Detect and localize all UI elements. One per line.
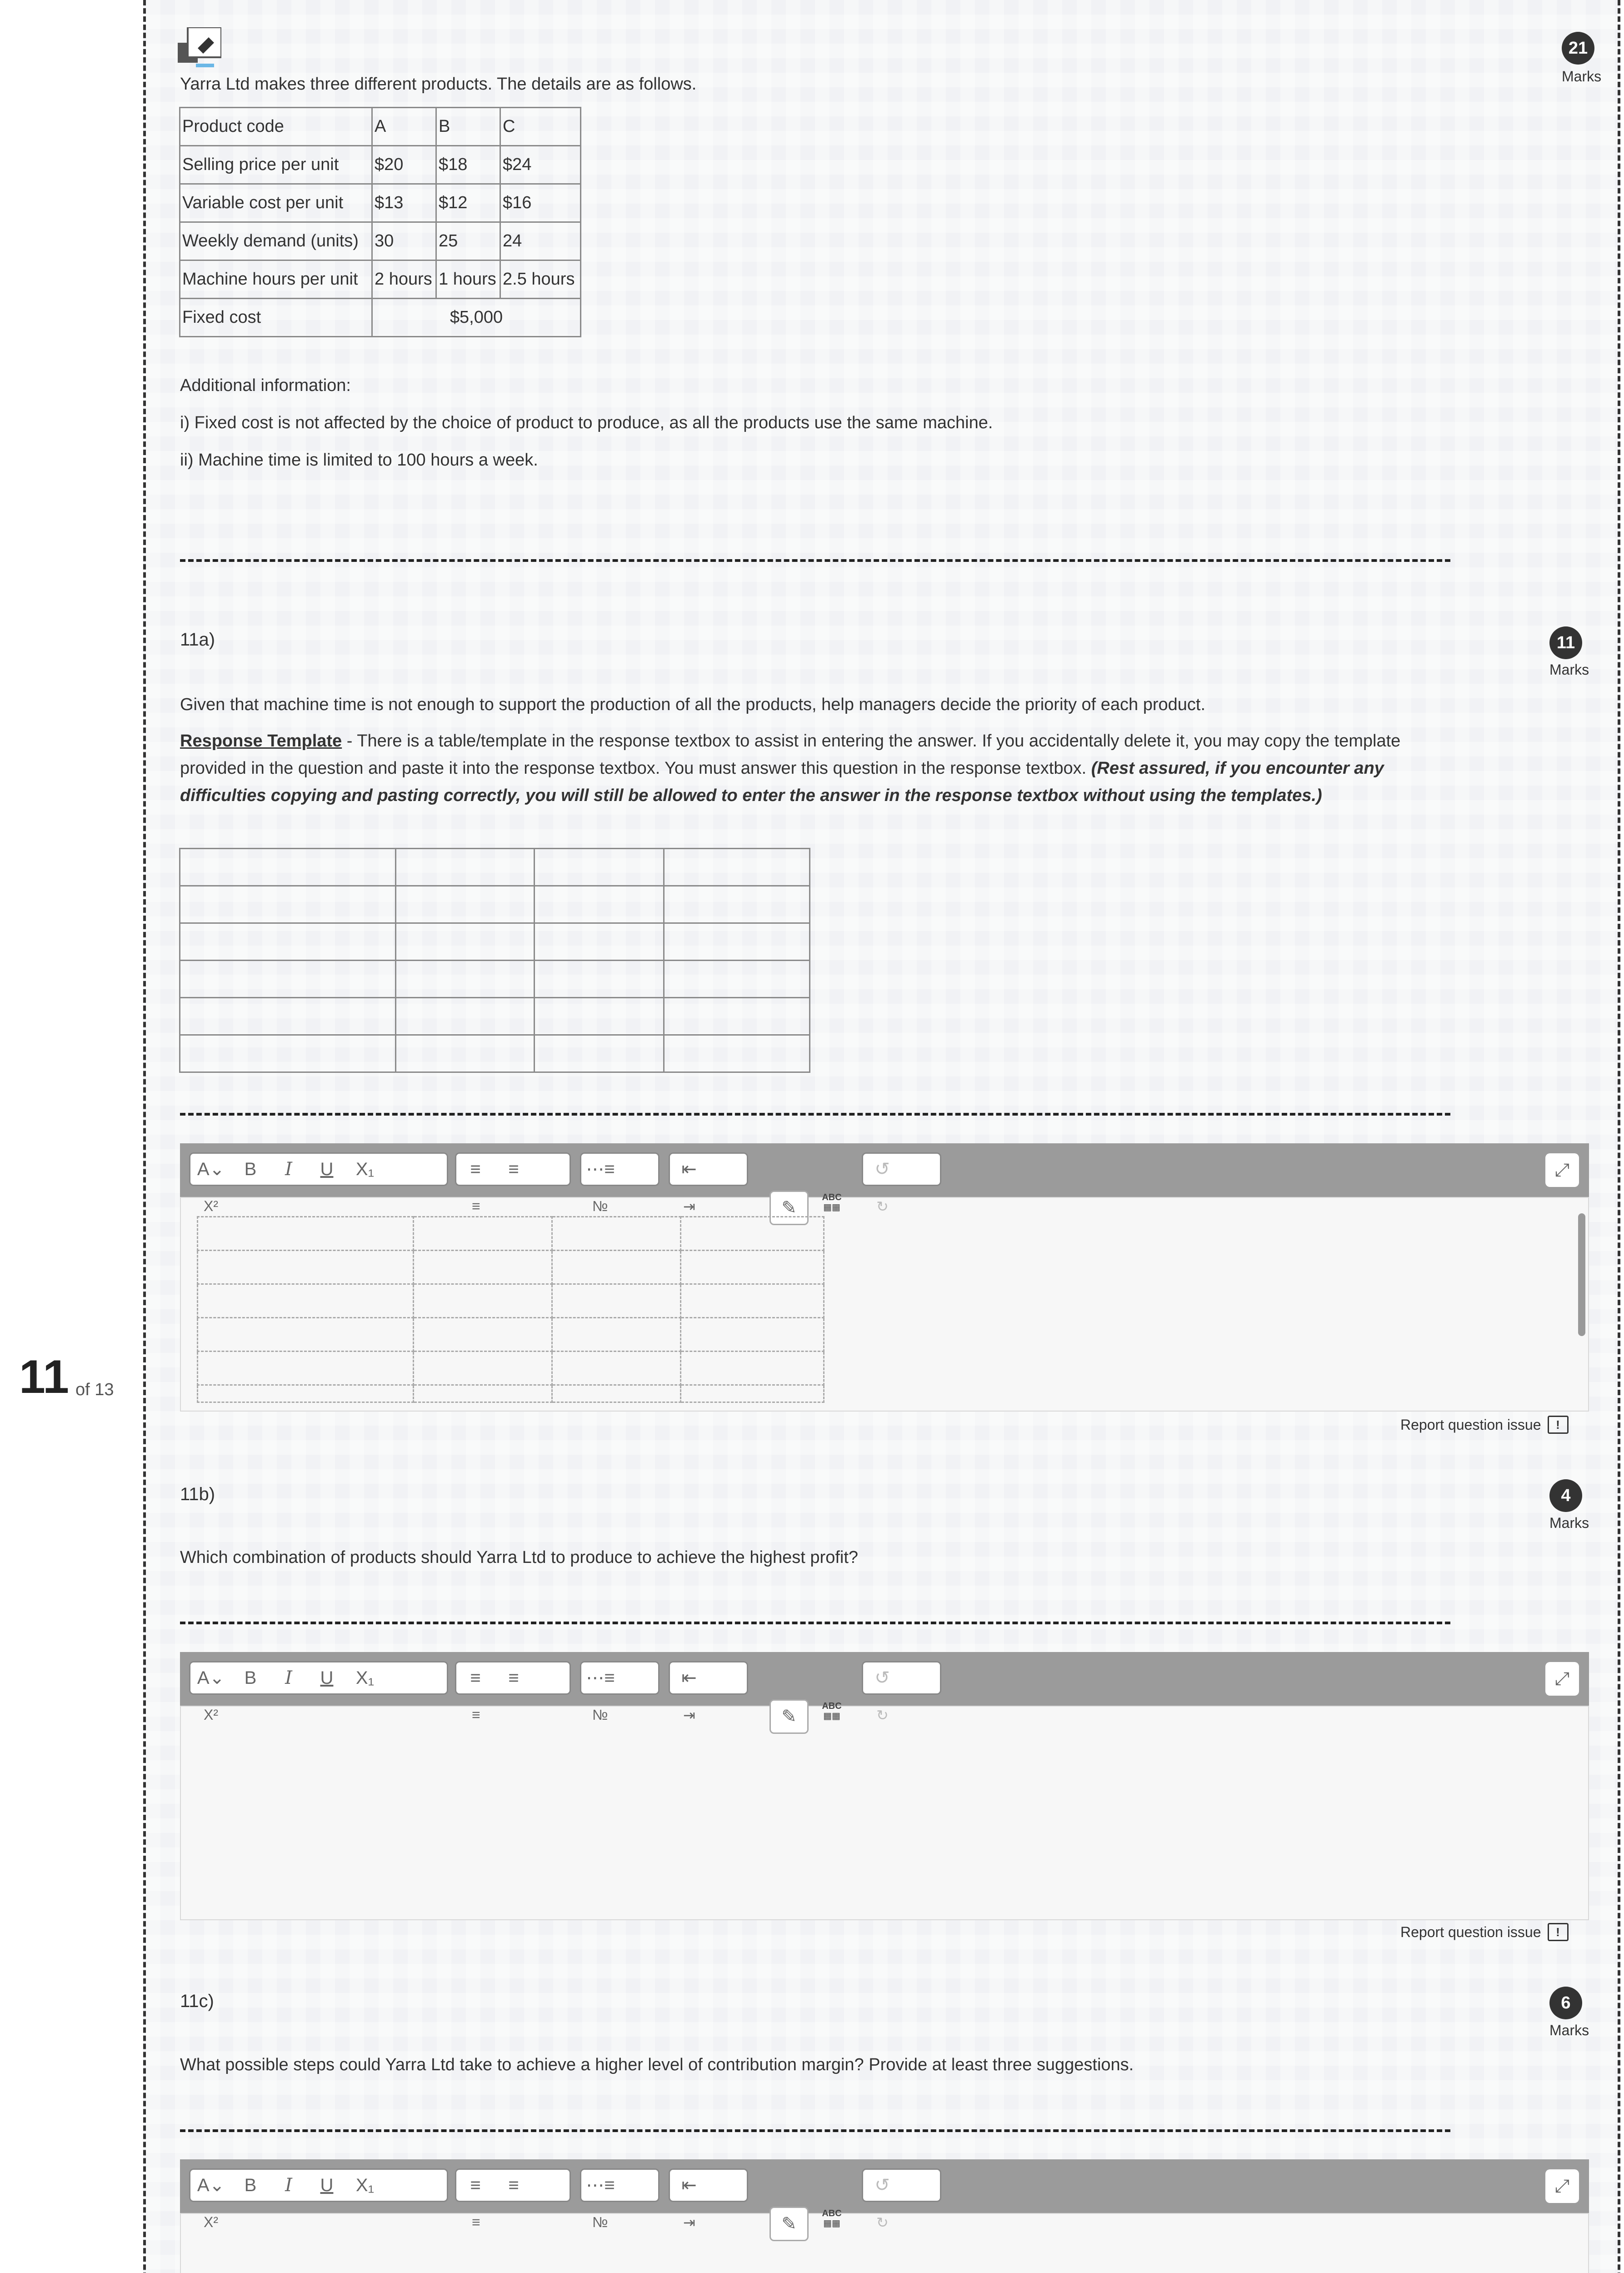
table-row[interactable] (198, 1318, 824, 1352)
superscript-button[interactable]: X² (204, 1198, 218, 1214)
justify-icon[interactable]: ≡ (472, 1198, 480, 1214)
section-divider (180, 2129, 1450, 2132)
table-cell: $20 (372, 146, 436, 184)
bold-button[interactable]: B (244, 1667, 257, 1688)
align-group (455, 1152, 571, 1186)
expand-icon[interactable]: ⤢ (1545, 1153, 1579, 1187)
align-center-icon[interactable]: ≡ (508, 1667, 519, 1688)
indent-icon[interactable]: ⇥ (683, 1707, 695, 1723)
history-group (862, 2168, 941, 2202)
part-marks-badge: 11 (1549, 626, 1582, 659)
response-editor-11a[interactable] (180, 1143, 1589, 1412)
part-label: 11c) (180, 1991, 214, 2011)
undo-icon[interactable]: ↺ (874, 1668, 890, 1688)
part-text: What possible steps could Yarra Ltd take to achieve a higher level of contribution margin? Provide at least three suggestions. (180, 2055, 1134, 2074)
numbered-list-icon[interactable]: № (592, 1707, 608, 1723)
response-template-table (179, 848, 810, 1073)
edit-pencil-icon[interactable]: ✎ (770, 1699, 809, 1734)
table-row (180, 961, 810, 998)
editor-body[interactable] (180, 2208, 1589, 2273)
bullet-list-icon[interactable]: ⋯≡ (586, 1668, 615, 1688)
superscript-button[interactable]: X² (204, 1707, 218, 1723)
numbered-list-icon[interactable]: № (592, 1198, 608, 1214)
table-row (180, 299, 581, 337)
table-row[interactable] (198, 1217, 824, 1251)
marks-label: Marks (1549, 661, 1589, 678)
response-template-note (180, 727, 1462, 809)
additional-heading: Additional information: (180, 376, 351, 395)
align-group (455, 1661, 571, 1695)
history-group (862, 1661, 941, 1695)
bold-button[interactable]: B (244, 1159, 257, 1179)
format-group (189, 1661, 448, 1695)
part-label: 11a) (180, 630, 215, 650)
underline-button[interactable]: U (320, 1159, 334, 1179)
superscript-button[interactable]: X² (204, 2214, 218, 2230)
outdent-icon[interactable]: ⇤ (681, 2175, 697, 2195)
editor-toolbar (180, 1652, 1589, 1706)
section-divider (180, 1113, 1450, 1116)
table-row (180, 923, 810, 961)
subscript-button[interactable]: X₁ (355, 1159, 375, 1179)
outdent-icon[interactable]: ⇤ (681, 1159, 697, 1179)
indent-icon[interactable]: ⇥ (683, 2214, 695, 2231)
question-navigator (0, 0, 143, 2273)
list-group (580, 2168, 660, 2202)
additional-item: i) Fixed cost is not affected by the choice of product to produce, as all the products use the same machine. (180, 413, 993, 432)
font-dropdown[interactable]: A ⌄ (197, 1667, 225, 1688)
question-intro: Yarra Ltd makes three different products. The details are as follows. (180, 75, 697, 94)
align-left-icon[interactable]: ≡ (470, 2175, 481, 2195)
part-text: Given that machine time is not enough to support the production of all the products, help managers decide the priority of each product. (180, 695, 1206, 714)
table-row (180, 260, 581, 299)
expand-icon[interactable]: ⤢ (1545, 2169, 1579, 2203)
table-row (180, 108, 581, 146)
spellcheck-icon[interactable]: ABC ▦▦ (822, 1701, 842, 1721)
table-row (180, 146, 581, 184)
editor-toolbar (180, 2159, 1589, 2213)
table-cell: 30 (372, 222, 436, 260)
table-cell: 25 (436, 222, 500, 260)
table-cell: Variable cost per unit (180, 184, 372, 222)
eraser-icon[interactable] (178, 27, 221, 68)
redo-icon[interactable]: ↻ (876, 1707, 889, 1723)
table-cell: Selling price per unit (180, 146, 372, 184)
report-issue-link[interactable]: Report question issue ! (1400, 1923, 1569, 1941)
format-group (189, 1152, 448, 1186)
subscript-button[interactable]: X₁ (355, 2175, 375, 2195)
table-cell: Machine hours per unit (180, 260, 372, 299)
expand-icon[interactable]: ⤢ (1545, 1662, 1579, 1696)
list-group (580, 1661, 660, 1695)
section-divider (180, 1622, 1450, 1624)
table-cell: 1 hours (436, 260, 500, 299)
subscript-button[interactable]: X₁ (355, 1667, 375, 1688)
underline-button[interactable]: U (320, 2175, 334, 2195)
table-cell: B (436, 108, 500, 146)
table-row (180, 998, 810, 1035)
marks-label: Marks (1549, 1515, 1589, 1531)
format-group (189, 2168, 448, 2202)
undo-icon[interactable]: ↺ (874, 2175, 890, 2195)
align-center-icon[interactable]: ≡ (508, 2175, 519, 2195)
flag-icon: ! (1548, 1923, 1569, 1941)
align-left-icon[interactable]: ≡ (470, 1667, 481, 1688)
table-cell: $5,000 (372, 299, 581, 337)
editor-scrollbar[interactable] (1578, 1213, 1585, 1336)
question-panel (143, 0, 1620, 2273)
table-row (180, 184, 581, 222)
table-row[interactable] (198, 1284, 824, 1318)
product-table (179, 107, 581, 337)
bullet-list-icon[interactable]: ⋯≡ (586, 2175, 615, 2195)
indent-group (669, 1152, 748, 1186)
table-cell: $24 (500, 146, 581, 184)
part-text: Which combination of products should Yarra Ltd to produce to achieve the highest profit? (180, 1548, 859, 1567)
align-group (455, 2168, 571, 2202)
numbered-list-icon[interactable]: № (592, 2214, 608, 2230)
table-cell: $18 (436, 146, 500, 184)
table-cell: Weekly demand (units) (180, 222, 372, 260)
part-marks-badge: 6 (1549, 1987, 1582, 2019)
table-cell: Fixed cost (180, 299, 372, 337)
indent-group (669, 1661, 748, 1695)
italic-button[interactable]: I (285, 2175, 292, 2196)
spellcheck-icon[interactable]: ABC ▦▦ (822, 2208, 842, 2228)
underline-button[interactable]: U (320, 1667, 334, 1688)
marks-label: Marks (1549, 2022, 1589, 2038)
font-dropdown[interactable]: A ⌄ (197, 1159, 225, 1179)
edit-pencil-icon[interactable]: ✎ (770, 2207, 809, 2241)
align-center-icon[interactable]: ≡ (508, 1159, 519, 1179)
outdent-icon[interactable]: ⇤ (681, 1668, 697, 1688)
editor-toolbar (180, 1143, 1589, 1197)
indent-group (669, 2168, 748, 2202)
editor-body[interactable] (180, 1192, 1589, 1412)
table-cell: 2.5 hours (500, 260, 581, 299)
part-label: 11b) (180, 1484, 215, 1504)
spellcheck-icon[interactable]: ABC ▦▦ (822, 1192, 842, 1212)
undo-icon[interactable]: ↺ (874, 1159, 890, 1179)
bold-button[interactable]: B (244, 2175, 257, 2195)
table-row[interactable] (198, 1352, 824, 1385)
response-template-reassurance: (Rest assured, if you encounter any difficulties copying and pasting correctly, you will still be allowed to enter the answer in the response textbox without using the templates.) (180, 759, 1384, 805)
response-template-text: - There is a table/template in the response textbox to assist in entering the answer. If you accidentally delete it, you may copy the template provided in the question and paste it into the response textbox. You must answer this question in the response textbox. (180, 731, 1401, 778)
redo-icon[interactable]: ↻ (876, 1198, 889, 1215)
table-cell: $12 (436, 184, 500, 222)
question-number: 11 (19, 1351, 69, 1403)
table-row (180, 849, 810, 886)
redo-icon[interactable]: ↻ (876, 2214, 889, 2231)
marks-label: Marks (1562, 68, 1602, 85)
italic-button[interactable]: I (285, 1159, 292, 1180)
total-marks-badge: 21 (1562, 32, 1594, 65)
justify-icon[interactable]: ≡ (472, 2214, 480, 2230)
table-cell: Product code (180, 108, 372, 146)
table-row (180, 886, 810, 923)
edit-pencil-icon[interactable]: ✎ (770, 1191, 809, 1225)
table-row (180, 1035, 810, 1072)
indent-icon[interactable]: ⇥ (683, 1198, 695, 1215)
response-editor-11c[interactable] (180, 2159, 1589, 2273)
list-group (580, 1152, 660, 1186)
font-dropdown[interactable]: A ⌄ (197, 2175, 225, 2195)
table-row (180, 222, 581, 260)
history-group (862, 1152, 941, 1186)
table-cell: 2 hours (372, 260, 436, 299)
align-left-icon[interactable]: ≡ (470, 1159, 481, 1179)
response-editor-11b[interactable] (180, 1652, 1589, 1920)
additional-item: ii) Machine time is limited to 100 hours a week. (180, 451, 538, 470)
editor-template-table[interactable] (197, 1216, 824, 1403)
table-row[interactable] (198, 1385, 824, 1402)
table-cell: $13 (372, 184, 436, 222)
table-cell: C (500, 108, 581, 146)
response-template-link[interactable]: Response Template (180, 731, 342, 751)
justify-icon[interactable]: ≡ (472, 1707, 480, 1723)
editor-body[interactable] (180, 1701, 1589, 1920)
table-row[interactable] (198, 1251, 824, 1284)
report-issue-link[interactable]: Report question issue ! (1400, 1416, 1569, 1434)
flag-icon: ! (1548, 1416, 1569, 1434)
part-marks-badge: 4 (1549, 1479, 1582, 1512)
table-cell: A (372, 108, 436, 146)
italic-button[interactable]: I (285, 1667, 292, 1688)
table-cell: 24 (500, 222, 581, 260)
table-cell: $16 (500, 184, 581, 222)
bullet-list-icon[interactable]: ⋯≡ (586, 1159, 615, 1179)
question-count: of 13 (75, 1380, 114, 1399)
section-divider (180, 559, 1450, 562)
